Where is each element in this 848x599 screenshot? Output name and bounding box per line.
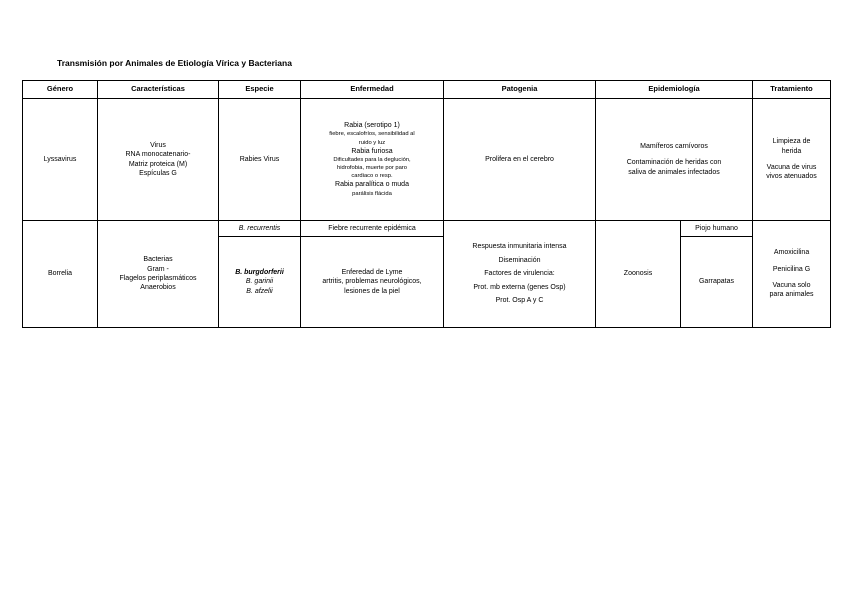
cell-especie-recurrentis: B. recurrentis	[219, 221, 301, 237]
text-line: parálisis flácida	[352, 190, 392, 197]
table-row-borrelia-recurrentis	[23, 221, 831, 237]
cell-caracteristicas-borrelia	[98, 221, 219, 328]
species-afzelii: B. afzelii	[246, 287, 273, 295]
text-line: Anaerobios	[140, 284, 176, 292]
text-line: Virus	[150, 141, 166, 149]
text-line: Amoxicilina	[773, 249, 810, 257]
cell-caracteristicas-lyssavirus	[98, 99, 219, 221]
cell-especie-lyssavirus: Rabies Virus	[219, 99, 301, 221]
text-line: cardiaco o resp.	[351, 173, 393, 180]
text-line: hidrofobia, muerte por paro	[337, 165, 407, 172]
species-garinii: B. garinii	[245, 278, 274, 286]
disease-table	[22, 80, 831, 328]
header-especie: Especie	[219, 81, 301, 99]
cell-tratamiento-borrelia	[753, 221, 831, 328]
cell-especie-lyme	[219, 237, 301, 328]
cell-epidemiologia-borrelia: Zoonosis	[596, 221, 681, 328]
cell-genero-lyssavirus: Lyssavirus	[23, 99, 98, 221]
cell-enfermedad-lyssavirus	[301, 99, 444, 221]
text-line: lesiones de la piel	[344, 287, 400, 295]
header-patogenia: Patogenia	[444, 81, 596, 99]
table-row-lyssavirus	[23, 99, 831, 221]
header-enfermedad: Enfermedad	[301, 81, 444, 99]
text-line: Gram -	[147, 265, 169, 273]
document-title: Transmisión por Animales de Etiología Vírica y Bacteriana	[57, 58, 292, 68]
cell-tratamiento-lyssavirus	[753, 99, 831, 221]
text-line: Diseminación	[498, 256, 541, 264]
header-caracteristicas: Características	[98, 81, 219, 99]
text-line: ruido y luz	[358, 139, 386, 146]
text-line: Penicilina G	[772, 265, 811, 273]
text-line: saliva de animales infectados	[628, 168, 720, 176]
text-line: Contaminación de heridas con	[626, 159, 722, 167]
header-tratamiento: Tratamiento	[753, 81, 831, 99]
rabia-furiosa-label: Rabia furiosa	[351, 147, 393, 155]
text-line: Prot. Osp A y C	[495, 297, 544, 305]
text-line: Mamíferos carnívoros	[640, 142, 708, 150]
text-line: Bacterias	[143, 256, 173, 264]
text-line: Vacuna de virus	[766, 164, 817, 171]
text-line: Espículas G	[139, 169, 177, 177]
cell-epidemiologia-lyssavirus	[596, 99, 753, 221]
header-epidemiologia: Epidemiología	[596, 81, 753, 99]
text-line: Respuesta inmunitaria intensa	[472, 243, 567, 251]
text-line: herida	[781, 147, 802, 155]
header-row	[23, 81, 831, 99]
cell-vector-lyme: Garrapatas	[681, 237, 753, 328]
cell-enfermedad-lyme	[301, 237, 444, 328]
cell-genero-borrelia: Borrelia	[23, 221, 98, 328]
cell-vector-recurrentis: Piojo humano	[681, 221, 753, 237]
text-line: Matriz proteica (M)	[128, 160, 188, 168]
text-line: Factores de virulencia:	[484, 270, 555, 278]
text-line: Dificultades para la deglución,	[333, 157, 411, 164]
cell-enfermedad-recurrentis: Fiebre recurrente epidémica	[301, 221, 444, 237]
text-line: Flagelos periplasmáticos	[119, 275, 197, 282]
text-line: para animales	[769, 291, 814, 299]
rabia-label: Rabia (serotipo 1)	[344, 122, 400, 130]
rabia-paralitica-label: Rabia paralítica o muda	[335, 181, 409, 189]
text-line: Prot. mb externa (genes Osp)	[473, 283, 566, 291]
cell-patogenia-lyssavirus: Prolifera en el cerebro	[444, 99, 596, 221]
header-genero: Género	[23, 81, 98, 99]
text-line: RNA monocatenario-	[125, 151, 191, 159]
text-line: fiebre, escalofríos, sensibilidad al	[329, 131, 415, 138]
text-line: vivos atenuados	[766, 173, 817, 181]
text-line: Enferedad de Lyme	[341, 268, 403, 276]
text-line: Limpieza de	[772, 138, 811, 146]
text-line: artritis, problemas neurológicos,	[322, 278, 422, 286]
species-burgdorferii: B. burgdorferii	[235, 268, 284, 276]
cell-patogenia-borrelia	[444, 221, 596, 328]
text-line: Vacuna solo	[772, 282, 811, 289]
